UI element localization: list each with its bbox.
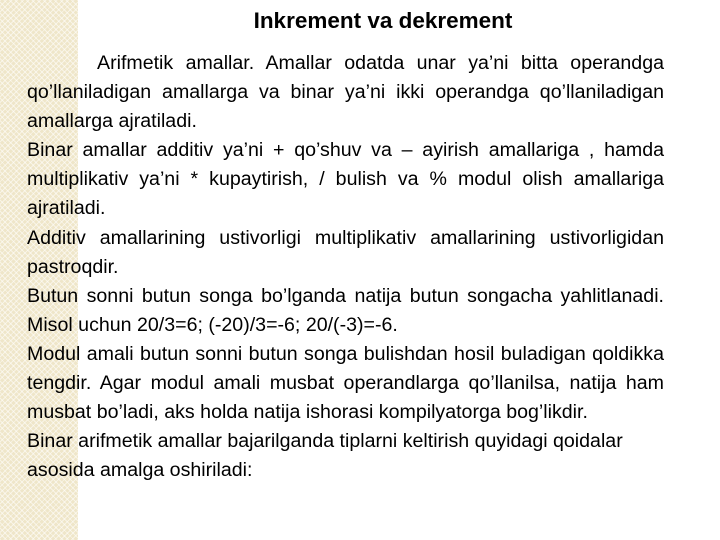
slide-title: Inkrement va dekrement [253, 8, 513, 33]
paragraph-integer-division: Butun sonni butun songa bo’lganda natija butun songacha yahlitlanadi. Misol uchun 20/3=6; (-20)/3=-6; 20/(-3)=-6. [27, 284, 664, 336]
paragraph-additive-priority: Additiv amallarining ustivorligi multiplikativ amallarining ustivorligidan pastroqdir. [27, 226, 664, 278]
paragraph-modulo-operation: Modul amali butun sonni butun songa bulishdan hosil buladigan qoldikka tengdir. Agar modul amali musbat operandlarga qo’llanilsa, natija ham musbat bo’ladi, aks holda natija ishorasi kompilyatorga bog’likdir. [27, 342, 664, 424]
paragraph-type-conversion: Binar arifmetik amallar bajarilganda tiplarni keltirish quyidagi qoidalar asosida amalga oshiriladi: [27, 430, 623, 482]
paragraph-binary-operations: Binar amallar additiv ya’ni + qo’shuv va – ayirish amallariga , hamda multiplikativ ya’ni * kupaytirish, / bulish va % modul olish amallariga ajratiladi. [27, 139, 664, 220]
slide-body [27, 49, 664, 485]
paragraph-arithmetic-operations: Arifmetik amallar. Amallar odatda unar ya’ni bitta operandga qo’llaniladigan amallarga va binar ya’ni ikki operandga qo’llaniladigan amallarga ajratiladi. [27, 52, 664, 133]
